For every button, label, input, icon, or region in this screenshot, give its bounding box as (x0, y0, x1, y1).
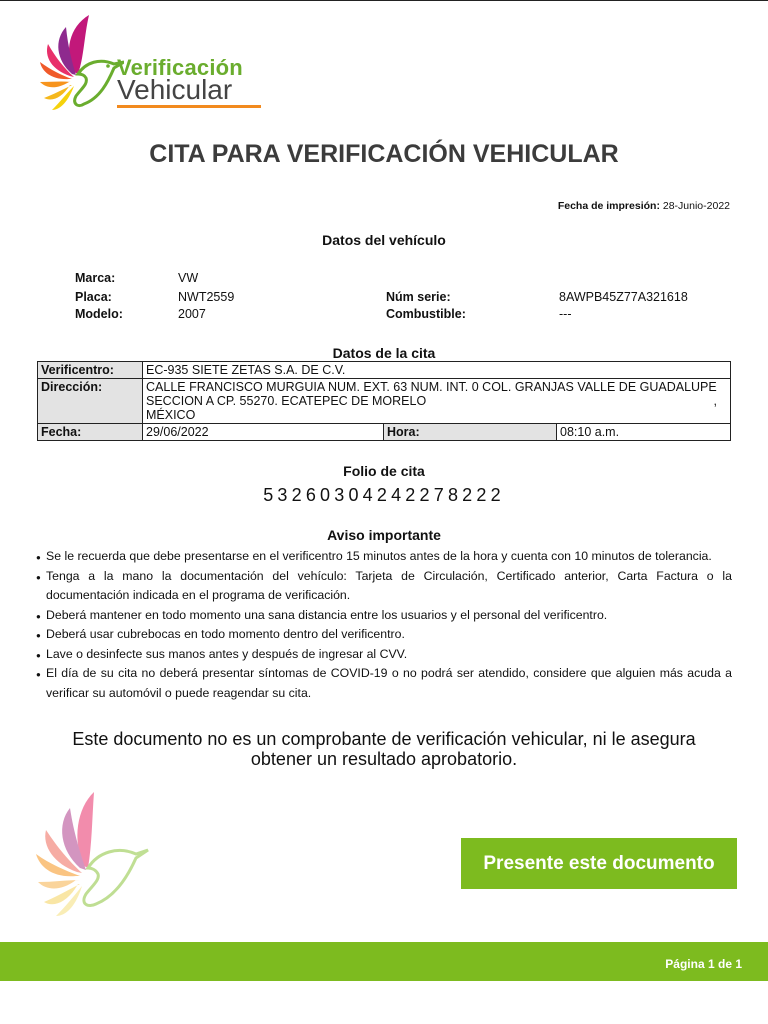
list-item: ● Tenga a la mano la documentación del vehículo: Tarjeta de Circulación, Certificado anterior, Carta Factura o la documentación indicada en el programa de verificación. (36, 567, 732, 606)
modelo-label: Modelo: (75, 307, 123, 321)
aviso-list (36, 547, 732, 703)
vehicle-section-title: Datos del vehículo (322, 232, 446, 248)
list-item: ● Lave o desinfecte sus manos antes y después de ingresar al CVV. (36, 645, 732, 665)
verificentro-label: Verificentro: (38, 362, 143, 379)
serie-label: Núm serie: (386, 290, 451, 304)
placa-label: Placa: (75, 290, 112, 304)
direccion-comma: , (713, 394, 717, 408)
placa-value: NWT2559 (178, 290, 235, 304)
logo-text-vehicular: Vehicular (117, 74, 233, 105)
present-document-button[interactable]: Presente este documento (461, 838, 737, 889)
hora-value: 08:10 a.m. (557, 424, 731, 441)
hummingbird-watermark-icon (22, 788, 162, 924)
list-item: ● El día de su cita no deberá presentar síntomas de COVID-19 o no podrá ser atendido, considere que alguien más acuda a verificar su automóvil o puede reagendar su cita. (36, 664, 732, 703)
print-date (558, 200, 730, 212)
direccion-line-3: MÉXICO (146, 408, 196, 422)
logo-text-verificacion: Verificación (117, 55, 243, 80)
direccion-value (143, 379, 731, 424)
hora-label: Hora: (384, 424, 557, 441)
marca-value: VW (178, 271, 199, 285)
table-row (38, 362, 731, 379)
modelo-value: 2007 (178, 307, 206, 321)
page-title: CITA PARA VERIFICACIÓN VEHICULAR (149, 140, 619, 168)
logo-underline (117, 105, 261, 108)
fecha-label: Fecha: (38, 424, 143, 441)
brand-logo (34, 12, 274, 117)
aviso-section-title: Aviso importante (327, 527, 441, 543)
direccion-label: Dirección: (38, 379, 143, 424)
marca-label: Marca: (75, 271, 116, 285)
top-border (0, 0, 768, 1)
cita-section-title: Datos de la cita (332, 345, 436, 361)
disclaimer-line-2: obtener un resultado aprobatorio. (250, 749, 518, 769)
disclaimer (0, 729, 768, 769)
table-row (38, 424, 731, 441)
fecha-value: 29/06/2022 (143, 424, 384, 441)
direccion-line-2-text: SECCION A CP. 55270. ECATEPEC DE MORELO (146, 394, 427, 408)
page-number: Página 1 de 1 (665, 957, 742, 971)
table-row (38, 379, 731, 424)
hummingbird-logo-icon (34, 12, 124, 117)
list-item: ● Deberá usar cubrebocas en todo momento dentro del verificentro. (36, 625, 732, 645)
disclaimer-line-1: Este documento no es un comprobante de verificación vehicular, ni le asegura (72, 729, 696, 749)
print-date-label: Fecha de impresión: (557, 200, 660, 212)
direccion-line-1: CALLE FRANCISCO MURGUIA NUM. EXT. 63 NUM. INT. 0 COL. GRANJAS VALLE DE GUADALUPE (146, 380, 717, 394)
print-date-value: 28-Junio-2022 (662, 200, 730, 212)
folio-label: Folio de cita (343, 463, 425, 479)
verificentro-value: EC-935 SIETE ZETAS S.A. DE C.V. (143, 362, 731, 379)
list-item: ● Se le recuerda que debe presentarse en el verificentro 15 minutos antes de la hora y cuenta con 10 minutos de tolerancia. (36, 547, 732, 567)
cita-table (37, 361, 731, 441)
combustible-value: --- (559, 307, 572, 321)
combustible-label: Combustible: (386, 307, 466, 321)
footer-bar (0, 942, 768, 981)
direccion-line-2 (146, 394, 727, 408)
folio-number: 53260304242278222 (263, 485, 505, 505)
serie-value: 8AWPB45Z77A321618 (559, 290, 688, 304)
list-item: ● Deberá mantener en todo momento una sana distancia entre los usuarios y el personal del verificentro. (36, 606, 732, 626)
